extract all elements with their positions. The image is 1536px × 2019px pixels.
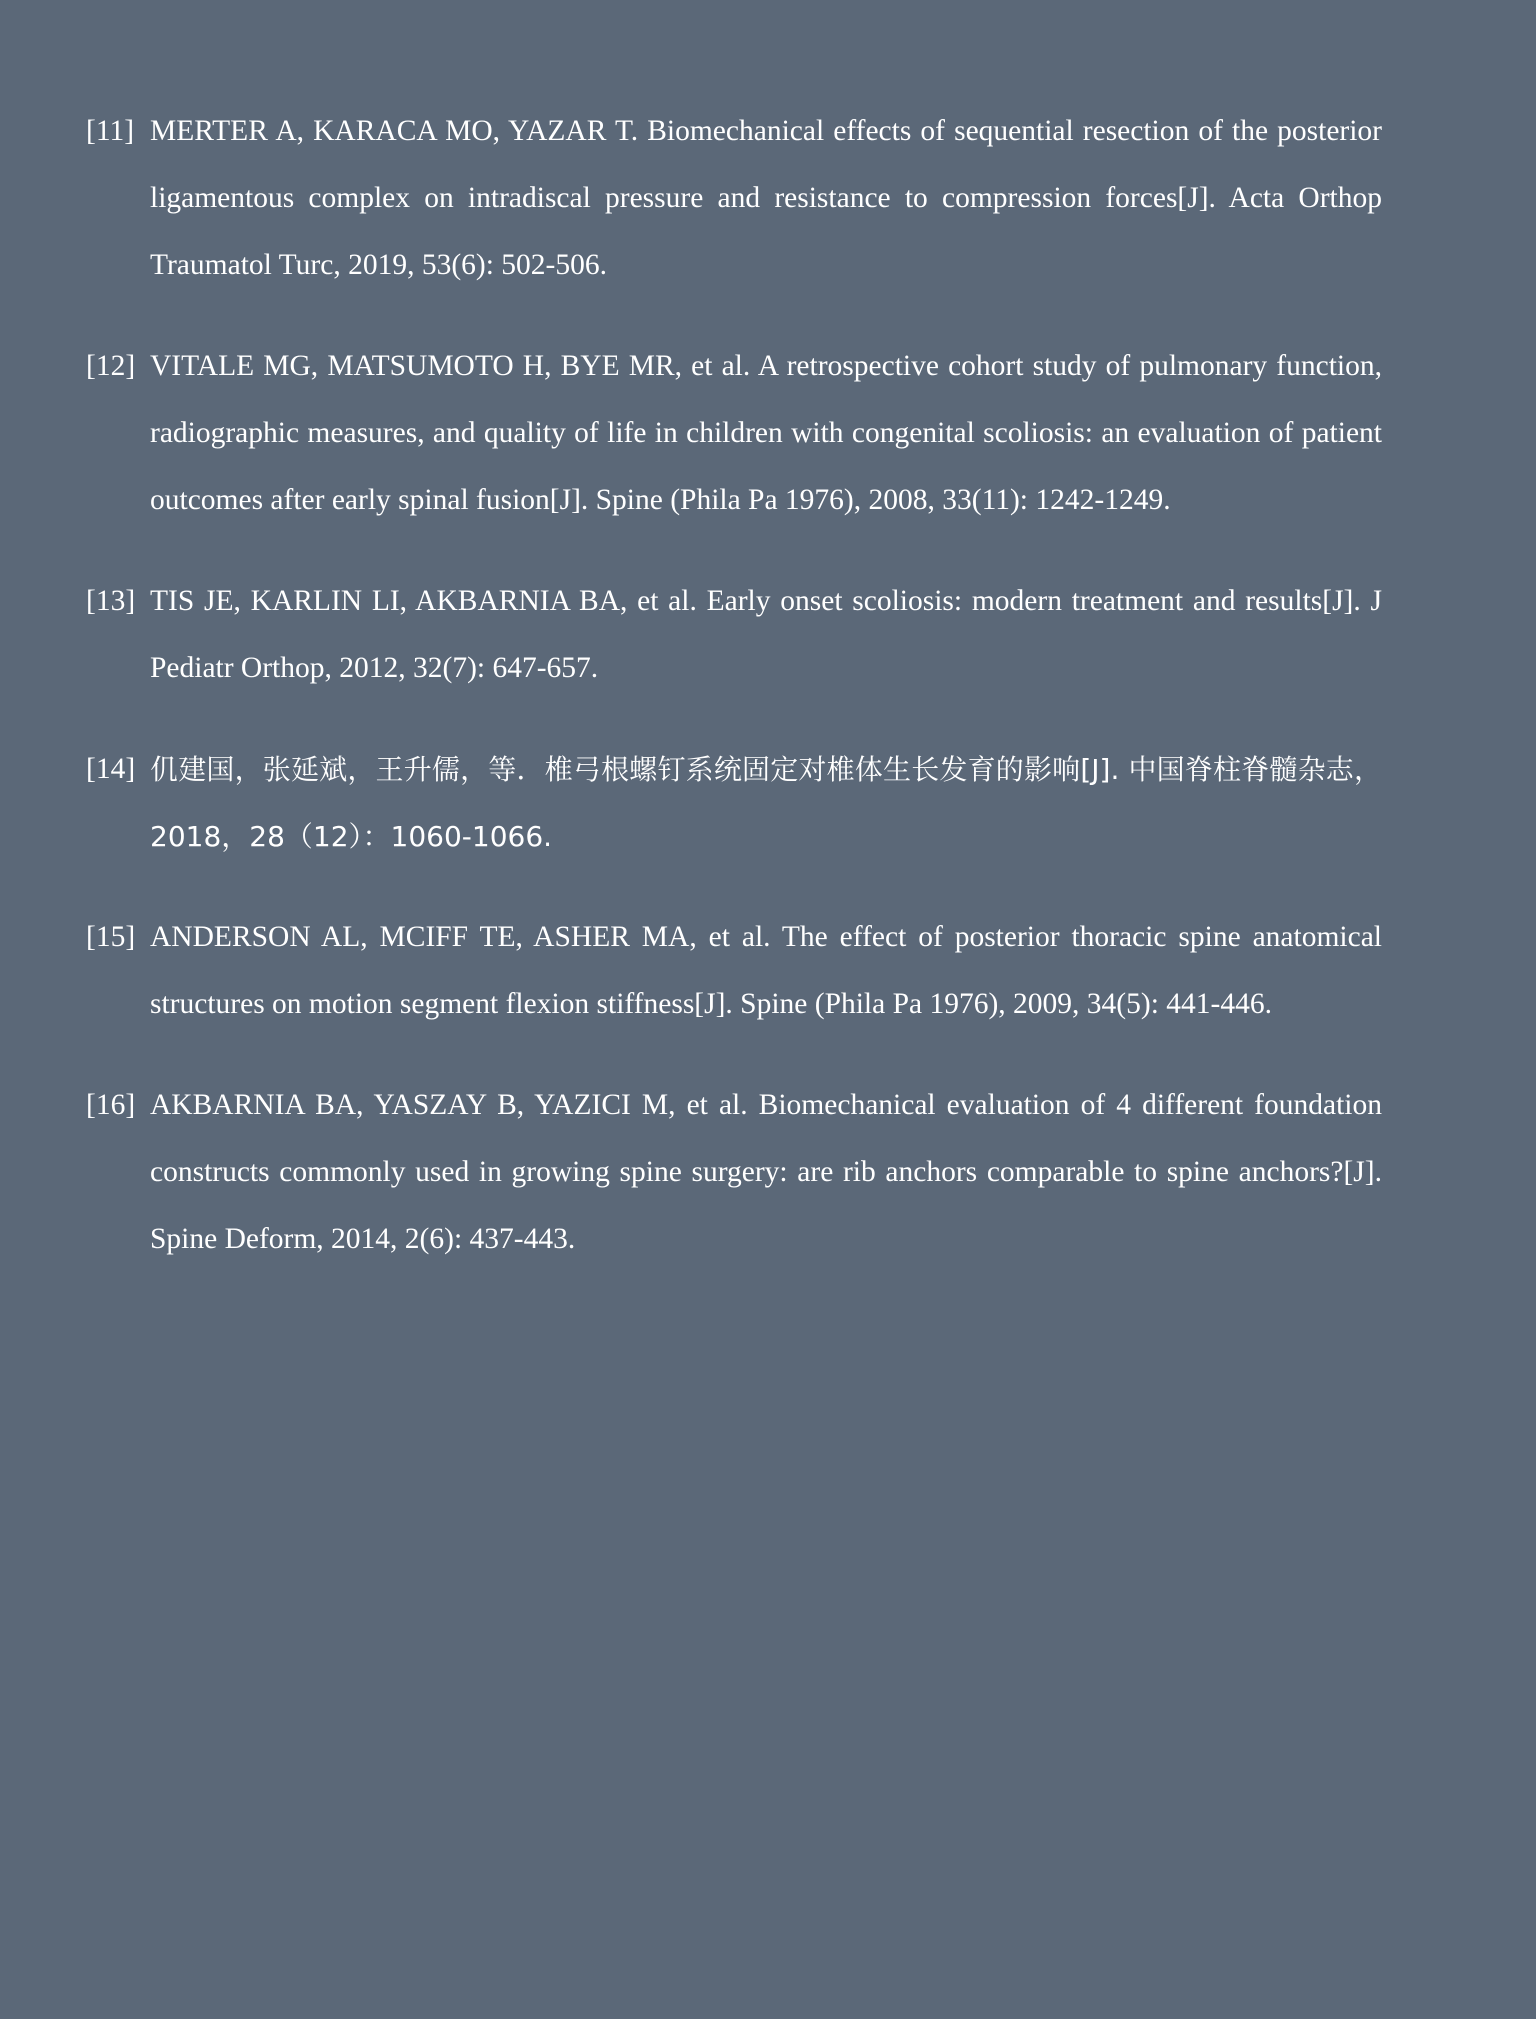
- reference-item-11: [86, 98, 1382, 299]
- reference-item-16: [86, 1072, 1382, 1273]
- reference-number: [11]: [86, 115, 135, 147]
- reference-text: TIS JE, KARLIN LI, AKBARNIA BA, et al. Early onset scoliosis: modern treatment and results[J]. J Pediatr Orthop, 2012, 32(7): 647-657.: [150, 585, 1382, 684]
- reference-item-13: [86, 568, 1382, 702]
- reference-number: [12]: [86, 350, 136, 382]
- reference-item-14: [86, 736, 1382, 870]
- reference-text: MERTER A, KARACA MO, YAZAR T. Biomechanical effects of sequential resection of the posterior ligamentous complex on intradiscal pressure and resistance to compression forces[J]. Acta Orthop Traumatol Turc, 2019, 53(6): 502-506.: [150, 115, 1382, 281]
- reference-text: VITALE MG, MATSUMOTO H, BYE MR, et al. A retrospective cohort study of pulmonary function, radiographic measures, and quality of life in children with congenital scoliosis: an evaluation of patient outcomes after early spinal fusion[J]. Spine (Phila Pa 1976), 2008, 33(11): 1242-1249.: [150, 350, 1382, 516]
- reference-number: [16]: [86, 1089, 136, 1121]
- reference-number: [14]: [86, 753, 136, 785]
- reference-number: [15]: [86, 921, 136, 953]
- reference-text: AKBARNIA BA, YASZAY B, YAZICI M, et al. Biomechanical evaluation of 4 different foundation constructs commonly used in growing spine surgery: are rib anchors comparable to spine anchors?[J]. Spine Deform, 2014, 2(6): 437-443.: [150, 1089, 1382, 1255]
- reference-text: 仉建国，张延斌，王升儒，等．椎弓根螺钉系统固定对椎体生长发育的影响[J]. 中国脊柱脊髓杂志，2018，28（12）：1060-1066.: [150, 753, 1382, 853]
- reference-item-15: [86, 904, 1382, 1038]
- reference-list: [86, 98, 1382, 1307]
- reference-text: ANDERSON AL, MCIFF TE, ASHER MA, et al. The effect of posterior thoracic spine anatomical structures on motion segment flexion stiffness[J]. Spine (Phila Pa 1976), 2009, 34(5): 441-446.: [150, 921, 1382, 1020]
- reference-number: [13]: [86, 585, 136, 617]
- reference-item-12: [86, 333, 1382, 534]
